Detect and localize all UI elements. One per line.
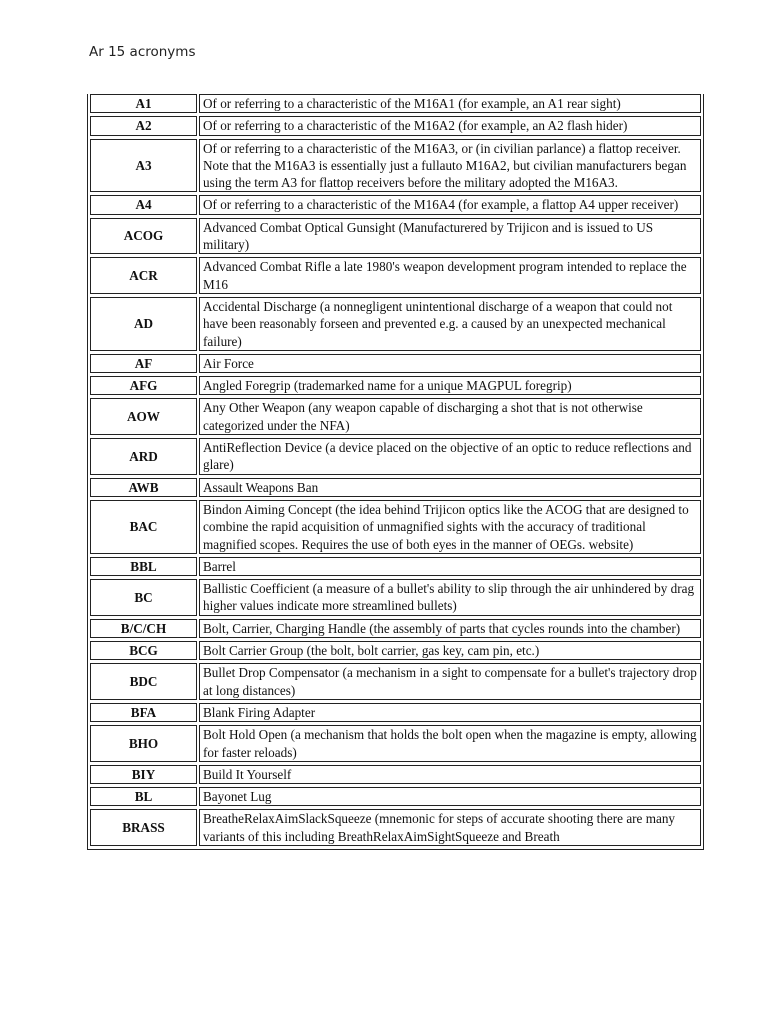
definition-cell: AntiReflection Device (a device placed on the objective of an optic to reduce reflections and glare) bbox=[199, 438, 701, 475]
acronym-cell: BBL bbox=[90, 557, 197, 576]
acronym-cell: BC bbox=[90, 579, 197, 616]
definition-cell: Any Other Weapon (any weapon capable of discharging a shot that is not otherwise categorized under the NFA) bbox=[199, 398, 701, 435]
definition-cell: Ballistic Coefficient (a measure of a bullet's ability to slip through the air unhindered by drag higher values indicate more streamlined bullets) bbox=[199, 579, 701, 616]
acronym-cell: AWB bbox=[90, 478, 197, 497]
acronym-cell: BDC bbox=[90, 663, 197, 700]
acronym-cell: AF bbox=[90, 354, 197, 373]
acronym-cell: A1 bbox=[90, 94, 197, 113]
table-row bbox=[90, 500, 701, 554]
acronym-cell: BHO bbox=[90, 725, 197, 762]
table-row bbox=[90, 438, 701, 475]
acronym-cell: AD bbox=[90, 297, 197, 351]
acronym-cell: ARD bbox=[90, 438, 197, 475]
acronym-cell: BRASS bbox=[90, 809, 197, 846]
table-row bbox=[90, 139, 701, 193]
acronym-cell: ACR bbox=[90, 257, 197, 294]
table-row bbox=[90, 376, 701, 395]
definition-cell: Advanced Combat Optical Gunsight (Manufacturered by Trijicon and is issued to US military) bbox=[199, 218, 701, 255]
definition-cell: Barrel bbox=[199, 557, 701, 576]
definition-cell: Bindon Aiming Concept (the idea behind Trijicon optics like the ACOG that are designed to combine the rapid acquisition of unmagnified sights with the accuracy of traditional magnified scopes. Requires the use of both eyes in the manner of OEGs. website) bbox=[199, 500, 701, 554]
definition-cell: Accidental Discharge (a nonnegligent unintentional discharge of a weapon that could not have been reasonably forseen and prevented e.g. a caused by an unexpected mechanical failure) bbox=[199, 297, 701, 351]
acronym-cell: AOW bbox=[90, 398, 197, 435]
acronyms-table-container bbox=[87, 94, 704, 850]
definition-cell: Bayonet Lug bbox=[199, 787, 701, 806]
table-row bbox=[90, 663, 701, 700]
acronym-cell: BL bbox=[90, 787, 197, 806]
acronym-cell: BAC bbox=[90, 500, 197, 554]
definition-cell: Of or referring to a characteristic of the M16A1 (for example, an A1 rear sight) bbox=[199, 94, 701, 113]
table-row bbox=[90, 354, 701, 373]
table-row bbox=[90, 703, 701, 722]
table-row bbox=[90, 195, 701, 214]
table-row bbox=[90, 257, 701, 294]
acronym-cell: BIY bbox=[90, 765, 197, 784]
acronym-cell: AFG bbox=[90, 376, 197, 395]
table-row bbox=[90, 787, 701, 806]
acronym-cell: BFA bbox=[90, 703, 197, 722]
definition-cell: Assault Weapons Ban bbox=[199, 478, 701, 497]
definition-cell: Of or referring to a characteristic of the M16A3, or (in civilian parlance) a flattop receiver. Note that the M16A3 is essentially just a fullauto M16A2, but civilian manufacturers began using the term A3 for flattop receivers before the military adopted the M16A3. bbox=[199, 139, 701, 193]
document-title: Ar 15 acronyms bbox=[89, 44, 196, 60]
definition-cell: Of or referring to a characteristic of the M16A4 (for example, a flattop A4 upper receiver) bbox=[199, 195, 701, 214]
definition-cell: Advanced Combat Rifle a late 1980's weapon development program intended to replace the M16 bbox=[199, 257, 701, 294]
table-row bbox=[90, 619, 701, 638]
acronym-cell: B/C/CH bbox=[90, 619, 197, 638]
table-row bbox=[90, 765, 701, 784]
table-row bbox=[90, 809, 701, 846]
table-row bbox=[90, 297, 701, 351]
definition-cell: Angled Foregrip (trademarked name for a unique MAGPUL foregrip) bbox=[199, 376, 701, 395]
table-row bbox=[90, 218, 701, 255]
definition-cell: Bolt, Carrier, Charging Handle (the assembly of parts that cycles rounds into the chamber) bbox=[199, 619, 701, 638]
acronym-cell: A4 bbox=[90, 195, 197, 214]
table-row bbox=[90, 725, 701, 762]
acronyms-table bbox=[88, 91, 703, 849]
definition-cell: Bolt Hold Open (a mechanism that holds the bolt open when the magazine is empty, allowing for faster reloads) bbox=[199, 725, 701, 762]
acronym-cell: BCG bbox=[90, 641, 197, 660]
definition-cell: Bolt Carrier Group (the bolt, bolt carrier, gas key, cam pin, etc.) bbox=[199, 641, 701, 660]
acronym-cell: A2 bbox=[90, 116, 197, 135]
table-row bbox=[90, 116, 701, 135]
definition-cell: Bullet Drop Compensator (a mechanism in a sight to compensate for a bullet's trajectory drop at long distances) bbox=[199, 663, 701, 700]
definition-cell: Of or referring to a characteristic of the M16A2 (for example, an A2 flash hider) bbox=[199, 116, 701, 135]
definition-cell: Air Force bbox=[199, 354, 701, 373]
table-row bbox=[90, 641, 701, 660]
definition-cell: Blank Firing Adapter bbox=[199, 703, 701, 722]
table-row bbox=[90, 94, 701, 113]
acronym-cell: ACOG bbox=[90, 218, 197, 255]
table-row bbox=[90, 557, 701, 576]
definition-cell: BreatheRelaxAimSlackSqueeze (mnemonic for steps of accurate shooting there are many variants of this including BreathRelaxAimSightSqueeze and Breath bbox=[199, 809, 701, 846]
acronym-cell: A3 bbox=[90, 139, 197, 193]
definition-cell: Build It Yourself bbox=[199, 765, 701, 784]
table-row bbox=[90, 579, 701, 616]
table-row bbox=[90, 398, 701, 435]
table-row bbox=[90, 478, 701, 497]
